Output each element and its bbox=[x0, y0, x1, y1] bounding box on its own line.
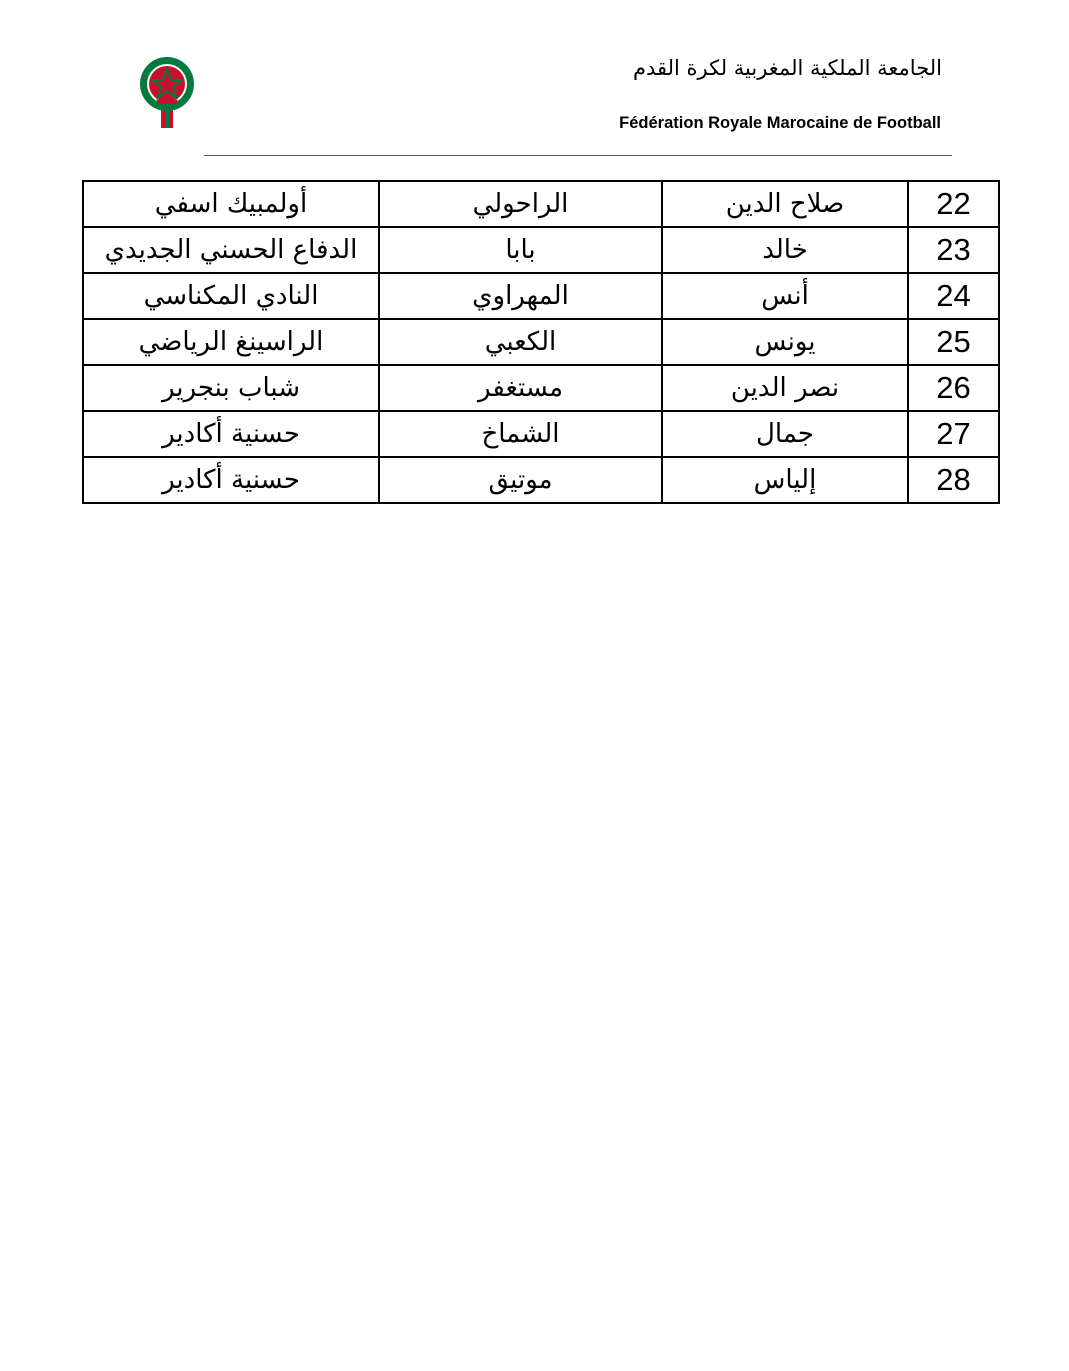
frmf-crest-logo bbox=[138, 54, 196, 130]
first-name-cell: يونس bbox=[662, 319, 908, 365]
federation-title-french: Fédération Royale Marocaine de Football bbox=[619, 114, 941, 132]
table-row bbox=[83, 227, 999, 273]
table-row bbox=[83, 411, 999, 457]
club-cell: شباب بنجرير bbox=[83, 365, 379, 411]
first-name-cell: إلياس bbox=[662, 457, 908, 503]
club-cell: حسنية أكادير bbox=[83, 411, 379, 457]
last-name-cell: المهراوي bbox=[379, 273, 662, 319]
player-roster-table bbox=[82, 180, 1000, 504]
club-cell: حسنية أكادير bbox=[83, 457, 379, 503]
last-name-cell: الراحولي bbox=[379, 181, 662, 227]
first-name-cell: نصر الدين bbox=[662, 365, 908, 411]
table-row bbox=[83, 319, 999, 365]
player-number-cell: 28 bbox=[908, 457, 999, 503]
last-name-cell: الكعبي bbox=[379, 319, 662, 365]
table-row bbox=[83, 273, 999, 319]
club-cell: النادي المكناسي bbox=[83, 273, 379, 319]
club-cell: الراسينغ الرياضي bbox=[83, 319, 379, 365]
last-name-cell: مستغفر bbox=[379, 365, 662, 411]
club-cell: أولمبيك اسفي bbox=[83, 181, 379, 227]
table-row bbox=[83, 365, 999, 411]
first-name-cell: جمال bbox=[662, 411, 908, 457]
player-number-cell: 25 bbox=[908, 319, 999, 365]
player-number-cell: 24 bbox=[908, 273, 999, 319]
last-name-cell: بابا bbox=[379, 227, 662, 273]
player-number-cell: 27 bbox=[908, 411, 999, 457]
club-cell: الدفاع الحسني الجديدي bbox=[83, 227, 379, 273]
table-row bbox=[83, 457, 999, 503]
last-name-cell: موتيق bbox=[379, 457, 662, 503]
first-name-cell: أنس bbox=[662, 273, 908, 319]
player-number-cell: 23 bbox=[908, 227, 999, 273]
first-name-cell: صلاح الدين bbox=[662, 181, 908, 227]
header-divider bbox=[204, 155, 952, 156]
table-row bbox=[83, 181, 999, 227]
last-name-cell: الشماخ bbox=[379, 411, 662, 457]
player-number-cell: 22 bbox=[908, 181, 999, 227]
player-number-cell: 26 bbox=[908, 365, 999, 411]
federation-title-arabic: الجامعة الملكية المغربية لكرة القدم bbox=[632, 56, 942, 80]
first-name-cell: خالد bbox=[662, 227, 908, 273]
